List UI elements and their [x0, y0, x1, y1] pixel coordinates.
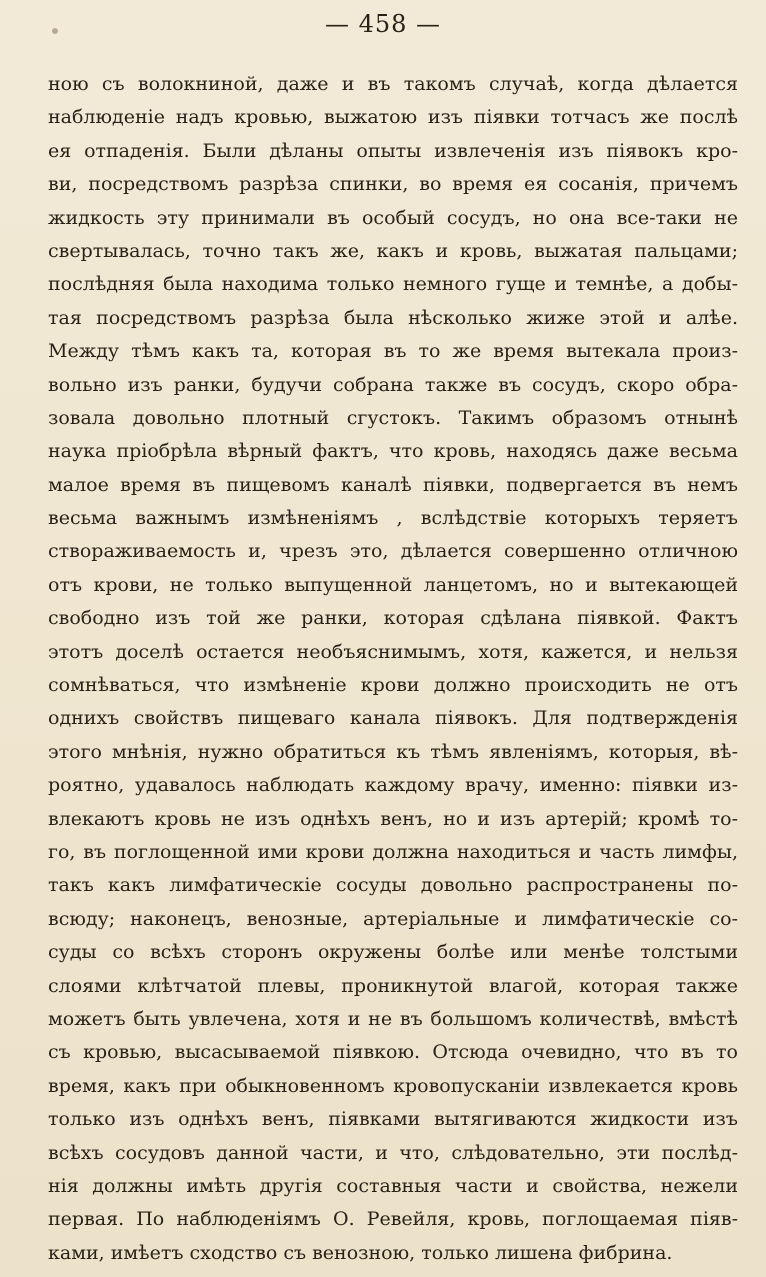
- text-line: свертывалась, точно такъ же, какъ и кровь, выжатая пальцами;: [48, 239, 738, 262]
- text-line: этого мнѣнія, нужно обратиться къ тѣмъ явленіямъ, которыя, вѣ-: [48, 740, 738, 763]
- text-line: свободно изъ той же ранки, которая сдѣлана піявкой. Фактъ: [48, 607, 738, 630]
- page-number: — 458 —: [324, 10, 442, 38]
- text-line: наблюденіе надъ кровью, выжатою изъ піявки тотчасъ же послѣ: [48, 106, 738, 129]
- text-line: всюду; наконецъ, венозные, артеріальные и лимфатическіе со-: [48, 907, 738, 930]
- text-line: весьма важнымъ измѣненіямъ , вслѣдствіе которыхъ теряетъ: [48, 507, 738, 530]
- text-line: послѣдняя была находима только немного гуще и темнѣе, а добы-: [48, 273, 738, 296]
- text-line: время, какъ при обыкновенномъ кровопусканіи извлекается кровь: [48, 1074, 738, 1097]
- text-line: створаживаемость и, чрезъ это, дѣлается совершенно отличною: [48, 540, 738, 563]
- text-line: ея отпаденія. Были дѣланы опыты извлеченія изъ піявокъ кро-: [48, 139, 738, 162]
- text-line: однихъ свойствъ пищеваго канала піявокъ. Для подтвержденія: [48, 707, 738, 730]
- text-line: го, въ поглощенной ими крови должна находиться и часть лимфы,: [48, 840, 738, 863]
- text-line: влекаютъ кровь не изъ однѣхъ венъ, но и изъ артерій; кромѣ то-: [48, 807, 738, 830]
- text-line: ками, имѣетъ сходство съ венозною, только лишена фибрина.: [48, 1241, 673, 1264]
- text-line: ною съ волокниной, даже и въ такомъ случаѣ, когда дѣлается: [48, 73, 738, 95]
- text-line: всѣхъ сосудовъ данной части, и что, слѣдовательно, эти послѣд-: [48, 1141, 738, 1164]
- text-line: съ кровью, высасываемой піявкою. Отсюда очевидно, что въ то: [48, 1041, 738, 1064]
- text-line: нія должны имѣть другія составныя части и свойства, нежели: [48, 1174, 738, 1197]
- text-line: слоями клѣтчатой плевы, проникнутой влагой, которая также: [48, 974, 738, 997]
- text-line: этотъ доселѣ остается необъяснимымъ, хотя, кажется, и нельзя: [48, 640, 738, 663]
- text-line: ви, посредствомъ разрѣза спинки, во время ея сосанія, причемъ: [48, 173, 738, 196]
- text-line: Между тѣмъ какъ та, которая въ то же время вытекала произ-: [48, 340, 738, 363]
- text-line: вольно изъ ранки, будучи собрана также въ сосудъ, скоро обра-: [48, 373, 738, 396]
- text-line: сомнѣваться, что измѣненіе крови должно происходить не отъ: [48, 674, 738, 697]
- text-line: роятно, удавалось наблюдать каждому врачу, именно: піявки из-: [48, 774, 738, 797]
- body-text: [48, 68, 738, 1270]
- text-line: зовала довольно плотный сгустокъ. Такимъ образомъ отнынѣ: [48, 406, 738, 429]
- text-line: жидкость эту принимали въ особый сосудъ, но она все-таки не: [48, 206, 738, 229]
- text-line: можетъ быть увлечена, хотя и не въ большомъ количествѣ, вмѣстѣ: [48, 1007, 738, 1030]
- text-line: тая посредствомъ разрѣза была нѣсколько жиже этой и алѣе.: [48, 306, 738, 329]
- text-line: только изъ однѣхъ венъ, піявками вытягиваются жидкости изъ: [48, 1108, 738, 1131]
- text-line: малое время въ пищевомъ каналѣ піявки, подвергается въ немъ: [48, 473, 738, 496]
- text-line: первая. По наблюденіямъ О. Ревейля, кровь, поглощаемая піяв-: [48, 1208, 738, 1231]
- text-line: такъ какъ лимфатическіе сосуды довольно распространены по-: [48, 874, 738, 897]
- text-line: отъ крови, не только выпущенной ланцетомъ, но и вытекающей: [48, 573, 738, 596]
- text-line: суды со всѣхъ сторонъ окружены болѣе или менѣе толстыми: [48, 941, 738, 964]
- text-line: наука пріобрѣла вѣрный фактъ, что кровь, находясь даже весьма: [48, 440, 738, 463]
